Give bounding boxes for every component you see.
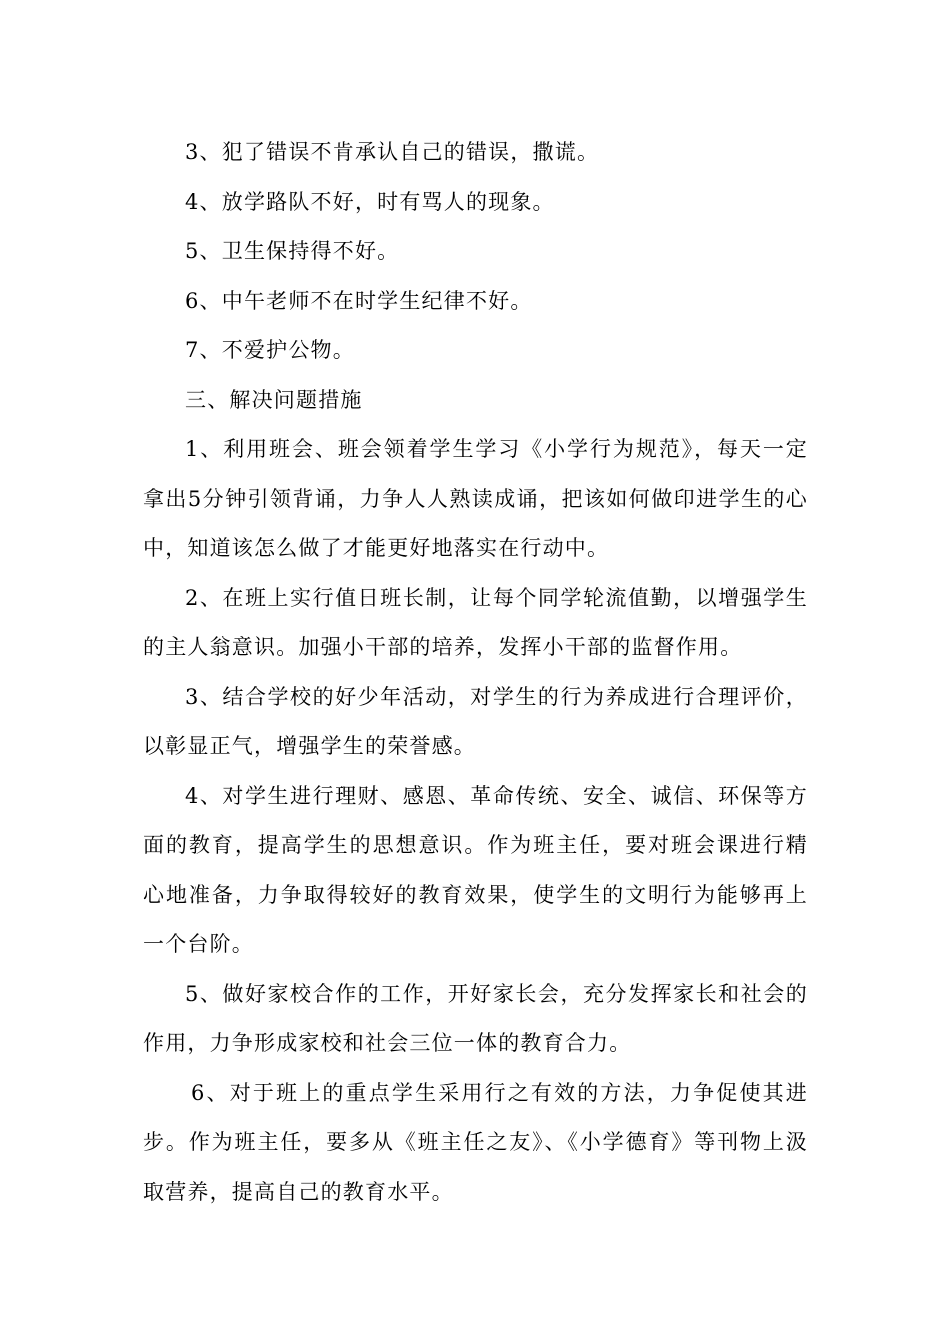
solution-item-1: 1、利用班会、班会领着学生学习《小学行为规范》，每天一定拿出5分钟引领背诵，力争人人熟读成诵，把该如何做印进学生的心中，知道该怎么做了才能更好地落实在行动中。 [143, 437, 808, 560]
problem-item-4: 4、放学路队不好，时有骂人的现象。 [185, 189, 555, 214]
solution-item-6: 6、对于班上的重点学生采用行之有效的方法，力争促使其进步。作为班主任，要多从《班主任之友》、《小学德育》等刊物上汲取营养，提高自己的教育水平。 [143, 1080, 808, 1204]
section-heading-solutions: 三、解决问题措施 [185, 387, 363, 412]
problem-item-7: 7、不爱护公物。 [185, 338, 355, 362]
solution-item-5: 5、做好家校合作的工作，开好家长会，充分发挥家长和社会的作用，力争形成家校和社会三位一体的教育合力。 [143, 981, 808, 1055]
document-body [143, 128, 808, 1217]
problem-item-3: 3、犯了错误不肯承认自己的错误，撒谎。 [185, 140, 600, 164]
problem-item-5: 5、卫生保持得不好。 [185, 239, 400, 263]
solution-item-4: 4、对学生进行理财、感恩、革命传统、安全、诚信、环保等方面的教育，提高学生的思想意识。作为班主任，要对班会课进行精心地准备，力争取得较好的教育效果，使学生的文明行为能够再上一个台阶。 [143, 783, 808, 956]
solution-item-2: 2、在班上实行值日班长制，让每个同学轮流值勤，以增强学生的主人翁意识。加强小干部的培养，发挥小干部的监督作用。 [143, 585, 808, 659]
problem-item-6: 6、中午老师不在时学生纪律不好。 [185, 288, 533, 313]
solution-item-3: 3、结合学校的好少年活动，对学生的行为养成进行合理评价，以彰显正气，增强学生的荣誉感。 [143, 684, 808, 758]
